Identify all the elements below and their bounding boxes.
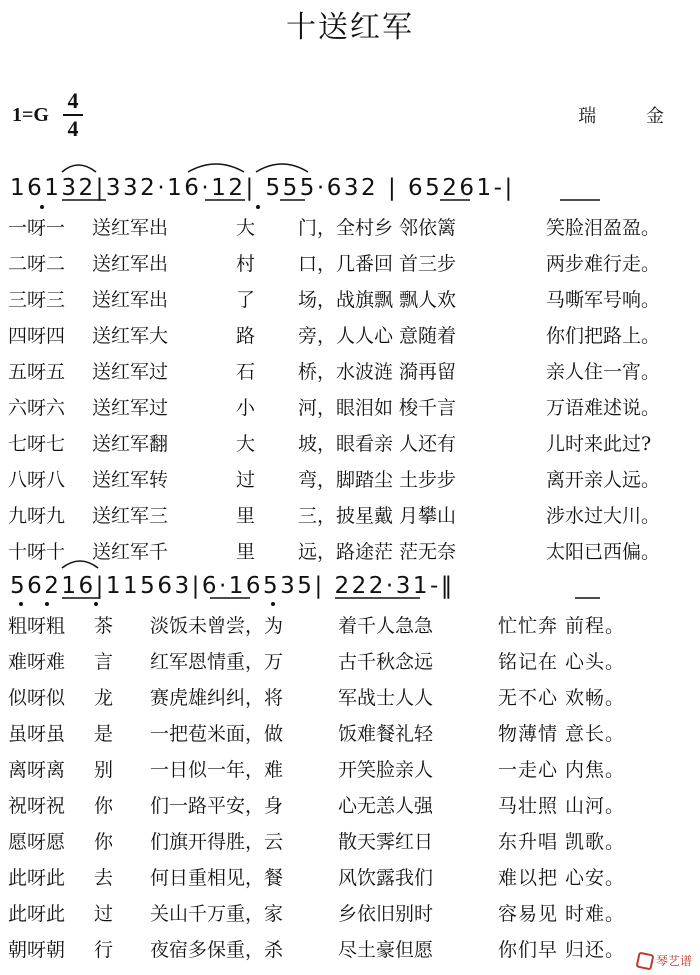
lyric-line: 似呀似 龙 赛虎雄纠纠，将 军战士人人 无不心 欢畅。 xyxy=(8,687,626,709)
lyric-line: 粗呀粗 茶 淡饭未曾尝，为 着千人急急 忙忙奔 前程。 xyxy=(8,615,626,637)
verse-block-1 xyxy=(8,210,692,570)
lyric-line: 十呀十 送红军千 里 远，路途茫 茫无奈 太阳已西偏。 xyxy=(8,541,661,563)
time-signature xyxy=(60,88,86,142)
lyric-line: 虽呀虽 是 一把苞米面，做 饭难餐礼轻 物薄情 意长。 xyxy=(8,723,626,745)
lyric-line: 三呀三 送红军出 了 场，战旗飘 飘人欢 马嘶军号响。 xyxy=(8,289,661,311)
lyric-line: 一呀一 送红军出 大 门，全村乡 邻依篱 笑脸泪盈盈。 xyxy=(8,217,661,239)
lyric-line: 二呀二 送红军出 村 口，几番回 首三步 两步难行走。 xyxy=(8,253,661,275)
time-signature-top: 4 xyxy=(67,88,79,113)
logo-icon xyxy=(635,951,654,970)
lyric-line: 愿呀愿 你 们旗开得胜，云 散天霁红日 东升唱 凯歌。 xyxy=(8,831,626,853)
time-signature-bottom: 4 xyxy=(67,116,79,141)
site-watermark xyxy=(637,952,692,969)
watermark-text: 琴艺谱 xyxy=(655,954,692,968)
lyric-line: 离呀离 别 一日似一年，难 开笑脸亲人 一走心 内焦。 xyxy=(8,759,626,781)
lyric-line: 九呀九 送红军三 里 三，披星戴 月攀山 涉水过大川。 xyxy=(8,505,661,527)
composer-credit: 瑞 金 xyxy=(578,106,686,127)
verse-block-2 xyxy=(8,608,692,968)
notation-row-2: 56216|11563|6·16535| 222·31-‖ xyxy=(10,573,455,599)
lyric-line: 七呀七 送红军翻 大 坡，眼看亲 人还有 儿时来此过? xyxy=(8,433,652,455)
lyric-line: 此呀此 去 何日重相见，餐 风饮露我们 难以把 心安。 xyxy=(8,867,626,889)
key-signature: 1=G xyxy=(12,104,49,126)
lyric-line: 难呀难 言 红军恩情重，万 古千秋念远 铭记在 心头。 xyxy=(8,651,626,673)
lyric-line: 六呀六 送红军过 小 河，眼泪如 梭千言 万语难述说。 xyxy=(8,397,661,419)
song-title: 十送红军 xyxy=(286,10,414,45)
notation-row-1: 16132|332·16·12| 555·632 | 65261-| xyxy=(10,175,515,201)
lyric-line: 朝呀朝 行 夜宿多保重，杀 尽土豪但愿 你们早 归还。 xyxy=(8,939,626,961)
lyric-line: 此呀此 过 关山千万重，家 乡依旧别时 容易见 时难。 xyxy=(8,903,626,925)
lyric-line: 四呀四 送红军大 路 旁，人人心 意随着 你们把路上。 xyxy=(8,325,661,347)
lyric-line: 八呀八 送红军转 过 弯，脚踏尘 土步步 离开亲人远。 xyxy=(8,469,661,491)
lyric-line: 五呀五 送红军过 石 桥，水波涟 漪再留 亲人住一宵。 xyxy=(8,361,661,383)
lyric-line: 祝呀祝 你 们一路平安，身 心无恙人强 马壮照 山河。 xyxy=(8,795,626,817)
